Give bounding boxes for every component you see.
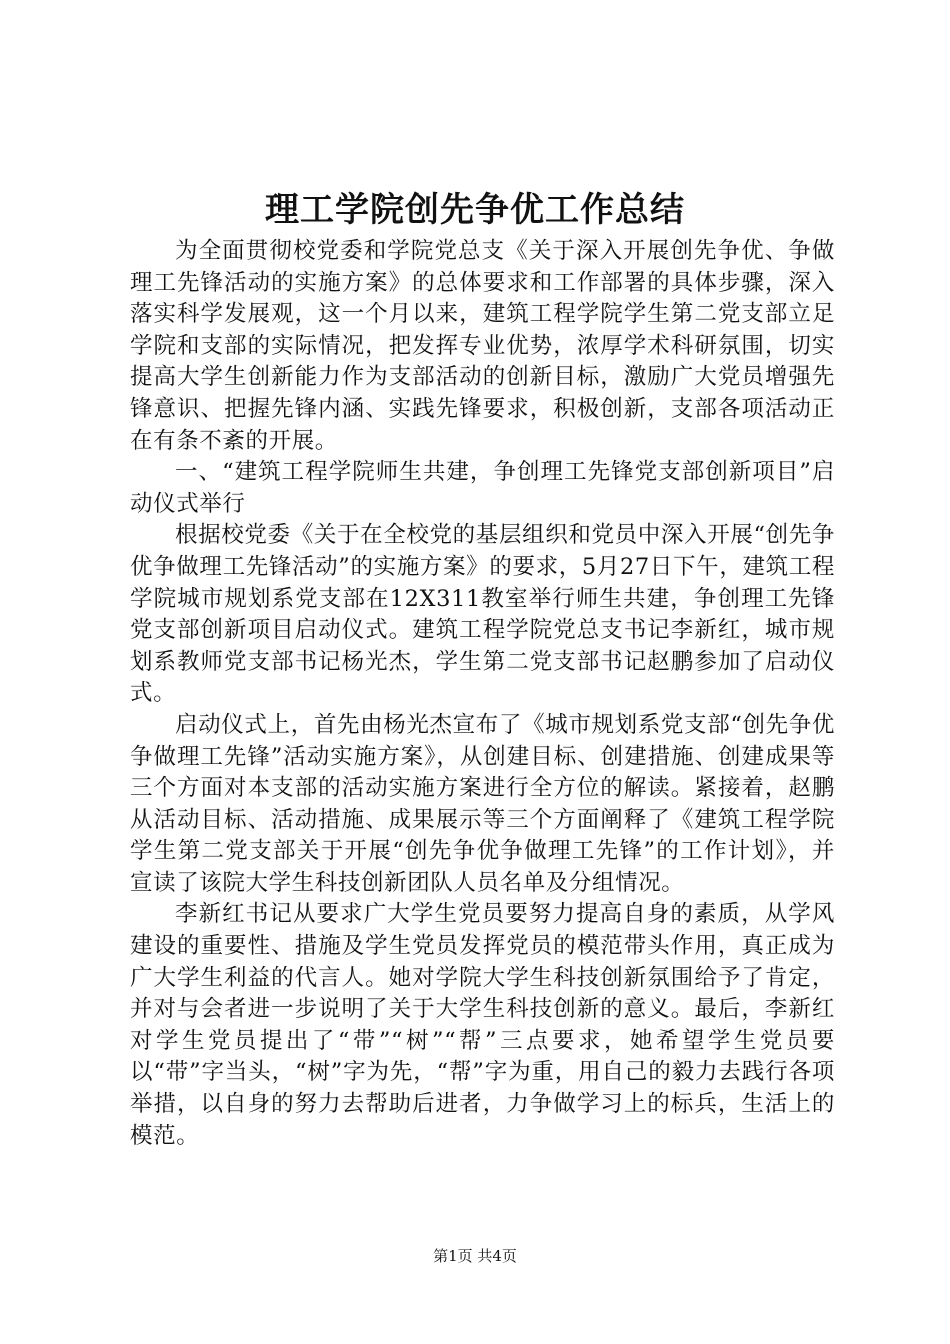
page-number-footer: 第1页 共4页: [433, 1247, 517, 1265]
paragraph-background: 根据校党委《关于在全校党的基层组织和党员中深入开展“创先争优争做理工先锋活动”的实施方案》的要求，5月27日下午，建筑工程学院城市规划系党支部在12X311教室举行师生共建，争创理工先锋党支部创新项目启动仪式。建筑工程学院党总支书记李新红，城市规划系教师党支部书记杨光杰，学生第二党支部书记赵鹏参加了启动仪式。: [130, 522, 835, 707]
paragraph-intro: 为全面贯彻校党委和学院党总支《关于深入开展创先争优、争做理工先锋活动的实施方案》的总体要求和工作部署的具体步骤，深入落实科学发展观，这一个月以来，建筑工程学院学生第二党支部立足学院和支部的实际情况，把发挥专业优势，浓厚学术科研氛围，切实提高大学生创新能力作为支部活动的创新目标，激励广大党员增强先锋意识、把握先锋内涵、实践先锋要求，积极创新，支部各项活动正在有条不紊的开展。: [130, 238, 835, 454]
section-heading-1: 一、“建筑工程学院师生共建，争创理工先锋党支部创新项目”启动仪式举行: [130, 459, 835, 517]
paragraph-ceremony: 启动仪式上，首先由杨光杰宣布了《城市规划系党支部“创先争优争做理工先锋”活动实施方案》，从创建目标、创建措施、创建成果等三个方面对本支部的活动实施方案进行全方位的解读。紧接着，赵鹏从活动目标、活动措施、成果展示等三个方面阐释了《建筑工程学院学生第二党支部关于开展“创先争优争做理工先锋”的工作计划》，并宣读了该院大学生科技创新团队人员名单及分组情况。: [130, 711, 835, 896]
document-body: [130, 236, 835, 1152]
document-title: 理工学院创先争优工作总结: [265, 190, 685, 230]
paragraph-secretary-remarks: 李新红书记从要求广大学生党员要努力提高自身的素质，从学风建设的重要性、措施及学生党员发挥党员的模范带头作用，真正成为广大学生利益的代言人。她对学院大学生科技创新氛围给予了肯定，并对与会者进一步说明了关于大学生科技创新的意义。最后，李新红对学生党员提出了“带”“树”“帮”三点要求，她希望学生党员要以“带”字当头，“树”字为先，“帮”字为重，用自己的毅力去践行各项举措，以自身的努力去帮助后进者，力争做学习上的标兵，生活上的模范。: [130, 901, 835, 1149]
